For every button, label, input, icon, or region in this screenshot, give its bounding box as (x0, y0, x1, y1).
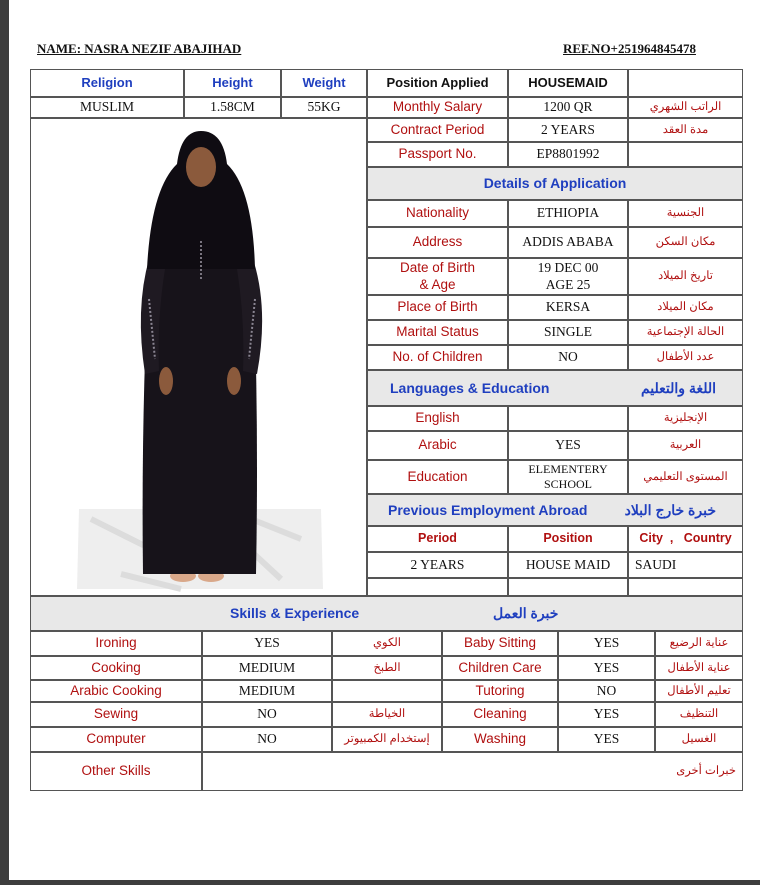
skill-tutoring-arabic: تعليم الأطفال (655, 680, 743, 702)
skill-cooking-label: Cooking (30, 656, 202, 680)
employment-position-header: Position (508, 526, 628, 552)
height-header: Height (184, 69, 281, 97)
skill-arabic-cooking-label: Arabic Cooking (30, 680, 202, 702)
employment-position-value: HOUSE MAID (508, 552, 628, 578)
employment-country-header: City , Country (628, 526, 743, 552)
nationality-arabic: الجنسية (628, 200, 743, 227)
passport-empty (628, 142, 743, 167)
employment-empty-1 (367, 578, 508, 596)
birthplace-label: Place of Birth (367, 295, 508, 320)
skill-arabic-cooking-arabic (332, 680, 442, 702)
address-label: Address (367, 227, 508, 258)
skill-arabic-cooking-value: MEDIUM (202, 680, 332, 702)
education-label: Education (367, 460, 508, 494)
address-value: ADDIS ABABA (508, 227, 628, 258)
arabic-label: Arabic (367, 431, 508, 460)
skill-cooking-value: MEDIUM (202, 656, 332, 680)
details-section-title: Details of Application (367, 167, 743, 200)
dob-label (367, 258, 508, 295)
employment-period-header: Period (367, 526, 508, 552)
dob-age: AGE 25 (545, 276, 591, 292)
skill-tutoring-value: NO (558, 680, 655, 702)
skill-computer-label: Computer (30, 727, 202, 752)
skill-cleaning-arabic: التنظيف (655, 702, 743, 727)
children-label: No. of Children (367, 345, 508, 370)
reference-number: REF.NO+251964845478 (563, 41, 696, 56)
weight-value: 55KG (281, 97, 367, 118)
skill-tutoring-label: Tutoring (442, 680, 558, 702)
other-skills-field (202, 752, 743, 791)
skill-babysitting-label: Baby Sitting (442, 631, 558, 656)
position-applied-value: HOUSEMAID (508, 69, 628, 97)
arabic-arabic: العربية (628, 431, 743, 460)
employment-section-title (367, 494, 743, 526)
contract-period-label: Contract Period (367, 118, 508, 142)
english-label: English (367, 406, 508, 431)
marital-status-label: Marital Status (367, 320, 508, 345)
skill-computer-arabic: إستخدام الكمبيوتر (332, 727, 442, 752)
skill-cleaning-label: Cleaning (442, 702, 558, 727)
birthplace-value: KERSA (508, 295, 628, 320)
skill-cooking-arabic: الطبخ (332, 656, 442, 680)
employment-country-value: SAUDI (628, 552, 743, 578)
skills-section-title (30, 596, 743, 631)
employment-period-value: 2 YEARS (367, 552, 508, 578)
skill-washing-arabic: الغسيل (655, 727, 743, 752)
dob-value (508, 258, 628, 295)
skill-washing-value: YES (558, 727, 655, 752)
education-line1: ELEMENTERY (528, 462, 608, 477)
bottom-border (0, 880, 760, 885)
left-border (0, 0, 9, 885)
address-arabic: مكان السكن (628, 227, 743, 258)
nationality-value: ETHIOPIA (508, 200, 628, 227)
salary-label: Monthly Salary (367, 97, 508, 118)
skill-ironing-label: Ironing (30, 631, 202, 656)
skill-childcare-arabic: عناية الأطفال (655, 656, 743, 680)
other-skills-label: Other Skills (30, 752, 202, 791)
skill-ironing-value: YES (202, 631, 332, 656)
passport-value: EP8801992 (508, 142, 628, 167)
skill-sewing-value: NO (202, 702, 332, 727)
passport-label: Passport No. (367, 142, 508, 167)
birthplace-arabic: مكان الميلاد (628, 295, 743, 320)
skill-sewing-arabic: الخياطة (332, 702, 442, 727)
candidate-photo (30, 118, 367, 596)
salary-value: 1200 QR (508, 97, 628, 118)
education-line2: SCHOOL (543, 477, 592, 491)
english-arabic: الإنجليزية (628, 406, 743, 431)
languages-title-en: Languages & Education (390, 379, 550, 396)
dob-label-line1: Date of Birth (399, 260, 476, 276)
children-arabic: عدد الأطفال (628, 345, 743, 370)
dob-date: 19 DEC 00 (537, 260, 599, 276)
dob-label-line2: & Age (419, 276, 456, 292)
contract-period-arabic: مدة العقد (628, 118, 743, 142)
dob-arabic: تاريخ الميلاد (628, 258, 743, 295)
english-value (508, 406, 628, 431)
skill-washing-label: Washing (442, 727, 558, 752)
skill-ironing-arabic: الكوي (332, 631, 442, 656)
skill-childcare-value: YES (558, 656, 655, 680)
marital-status-arabic: الحالة الإجتماعية (628, 320, 743, 345)
employment-title-en: Previous Employment Abroad (388, 501, 588, 518)
languages-title-ar: اللغة والتعليم (640, 379, 716, 396)
skill-cleaning-value: YES (558, 702, 655, 727)
candidate-name: NAME: NASRA NEZIF ABAJIHAD (37, 41, 242, 56)
weight-header: Weight (281, 69, 367, 97)
marital-status-value: SINGLE (508, 320, 628, 345)
religion-header: Religion (30, 69, 184, 97)
employment-title-ar: خبرة خارج البلاد (624, 501, 716, 518)
position-applied-label: Position Applied (367, 69, 508, 97)
arabic-value: YES (508, 431, 628, 460)
employment-empty-3 (628, 578, 743, 596)
person-figure-icon (31, 119, 367, 596)
skill-childcare-label: Children Care (442, 656, 558, 680)
skill-computer-value: NO (202, 727, 332, 752)
children-value: NO (508, 345, 628, 370)
height-value: 1.58CM (184, 97, 281, 118)
religion-value: MUSLIM (30, 97, 184, 118)
contract-period-value: 2 YEARS (508, 118, 628, 142)
other-skills-arabic: خبرات أخرى (676, 765, 736, 778)
languages-section-title (367, 370, 743, 406)
education-arabic: المستوى التعليمي (628, 460, 743, 494)
employment-empty-2 (508, 578, 628, 596)
skills-title-ar: خبرة العمل (493, 605, 559, 622)
salary-arabic: الراتب الشهري (628, 97, 743, 118)
skill-babysitting-arabic: عناية الرضيع (655, 631, 743, 656)
education-value (508, 460, 628, 494)
nationality-label: Nationality (367, 200, 508, 227)
skill-babysitting-value: YES (558, 631, 655, 656)
skills-title-en: Skills & Experience (230, 605, 360, 622)
position-applied-empty (628, 69, 743, 97)
skill-sewing-label: Sewing (30, 702, 202, 727)
